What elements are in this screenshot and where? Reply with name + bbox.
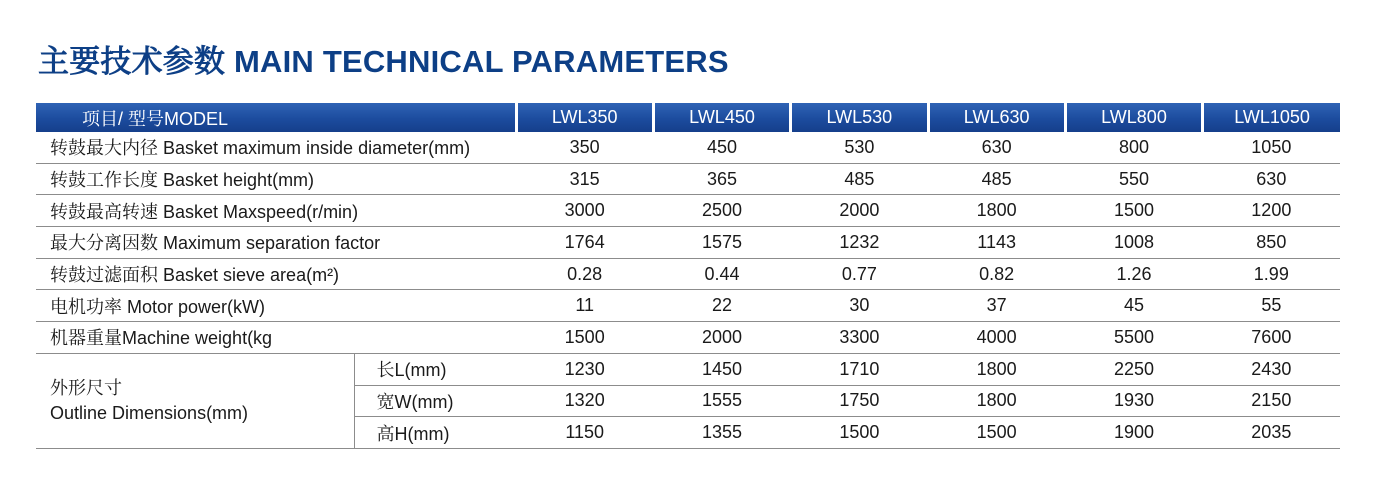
row-label: 最大分离因数 Maximum separation factor — [36, 227, 516, 259]
cell-value: 1150 — [516, 417, 653, 449]
cell-value: 30 — [791, 290, 928, 322]
cell-value: 1764 — [516, 227, 653, 259]
header-model: LWL350 — [516, 103, 653, 132]
cell-value: 55 — [1203, 290, 1340, 322]
cell-value: 2035 — [1203, 417, 1340, 449]
dimensions-label-en: Outline Dimensions(mm) — [50, 402, 249, 423]
cell-value: 315 — [516, 163, 653, 195]
cell-value: 450 — [653, 132, 790, 163]
cell-value: 3000 — [516, 195, 653, 227]
table-row — [36, 290, 1340, 322]
cell-value: 2500 — [653, 195, 790, 227]
cell-value: 1008 — [1065, 227, 1202, 259]
cell-value: 2150 — [1203, 385, 1340, 417]
dimension-sub-label: 宽W(mm) — [354, 385, 516, 417]
cell-value: 37 — [928, 290, 1065, 322]
cell-value: 0.77 — [791, 258, 928, 290]
cell-value: 1800 — [928, 385, 1065, 417]
cell-value: 485 — [791, 163, 928, 195]
cell-value: 1555 — [653, 385, 790, 417]
cell-value: 1500 — [516, 322, 653, 354]
cell-value: 22 — [653, 290, 790, 322]
cell-value: 1710 — [791, 353, 928, 385]
cell-value: 2250 — [1065, 353, 1202, 385]
cell-value: 1800 — [928, 195, 1065, 227]
cell-value: 350 — [516, 132, 653, 163]
row-label: 转鼓最高转速 Basket Maxspeed(r/min) — [36, 195, 516, 227]
cell-value: 3300 — [791, 322, 928, 354]
row-label: 机器重量Machine weight(kg — [36, 322, 516, 354]
cell-value: 365 — [653, 163, 790, 195]
header-model: LWL1050 — [1203, 103, 1340, 132]
cell-value: 2430 — [1203, 353, 1340, 385]
dimensions-label-cn: 外形尺寸 — [50, 377, 122, 398]
parameters-table — [36, 103, 1340, 449]
cell-value: 1.26 — [1065, 258, 1202, 290]
table-row — [36, 132, 1340, 163]
cell-value: 2000 — [791, 195, 928, 227]
table-row — [36, 227, 1340, 259]
page-title: 主要技术参数 MAIN TECHNICAL PARAMETERS — [38, 44, 729, 79]
cell-value: 0.28 — [516, 258, 653, 290]
cell-value: 1750 — [791, 385, 928, 417]
row-label: 转鼓过滤面积 Basket sieve area(m²) — [36, 258, 516, 290]
header-model: LWL530 — [791, 103, 928, 132]
cell-value: 530 — [791, 132, 928, 163]
cell-value: 630 — [1203, 163, 1340, 195]
table-row — [36, 163, 1340, 195]
table-row — [36, 258, 1340, 290]
cell-value: 1200 — [1203, 195, 1340, 227]
cell-value: 7600 — [1203, 322, 1340, 354]
cell-value: 1800 — [928, 353, 1065, 385]
cell-value: 1320 — [516, 385, 653, 417]
table-header-row — [36, 103, 1340, 132]
cell-value: 0.82 — [928, 258, 1065, 290]
cell-value: 2000 — [653, 322, 790, 354]
header-model-label: 项目/ 型号MODEL — [36, 103, 516, 132]
cell-value: 630 — [928, 132, 1065, 163]
cell-value: 800 — [1065, 132, 1202, 163]
header-model: LWL800 — [1065, 103, 1202, 132]
header-model: LWL450 — [653, 103, 790, 132]
cell-value: 5500 — [1065, 322, 1202, 354]
cell-value: 1450 — [653, 353, 790, 385]
cell-value: 1500 — [791, 417, 928, 449]
cell-value: 0.44 — [653, 258, 790, 290]
cell-value: 1900 — [1065, 417, 1202, 449]
row-label: 转鼓最大内径 Basket maximum inside diameter(mm) — [36, 132, 516, 163]
table-row-dimensions-length — [36, 353, 1340, 385]
cell-value: 1050 — [1203, 132, 1340, 163]
row-label: 电机功率 Motor power(kW) — [36, 290, 516, 322]
cell-value: 1143 — [928, 227, 1065, 259]
cell-value: 1500 — [1065, 195, 1202, 227]
cell-value: 1.99 — [1203, 258, 1340, 290]
cell-value: 4000 — [928, 322, 1065, 354]
cell-value: 850 — [1203, 227, 1340, 259]
cell-value: 45 — [1065, 290, 1202, 322]
cell-value: 485 — [928, 163, 1065, 195]
dimensions-label — [36, 353, 354, 448]
cell-value: 1232 — [791, 227, 928, 259]
cell-value: 1500 — [928, 417, 1065, 449]
cell-value: 1575 — [653, 227, 790, 259]
header-model: LWL630 — [928, 103, 1065, 132]
table-row — [36, 195, 1340, 227]
dimension-sub-label: 长L(mm) — [354, 353, 516, 385]
cell-value: 1230 — [516, 353, 653, 385]
cell-value: 550 — [1065, 163, 1202, 195]
cell-value: 11 — [516, 290, 653, 322]
dimension-sub-label: 高H(mm) — [354, 417, 516, 449]
cell-value: 1355 — [653, 417, 790, 449]
cell-value: 1930 — [1065, 385, 1202, 417]
table-row — [36, 322, 1340, 354]
row-label: 转鼓工作长度 Basket height(mm) — [36, 163, 516, 195]
